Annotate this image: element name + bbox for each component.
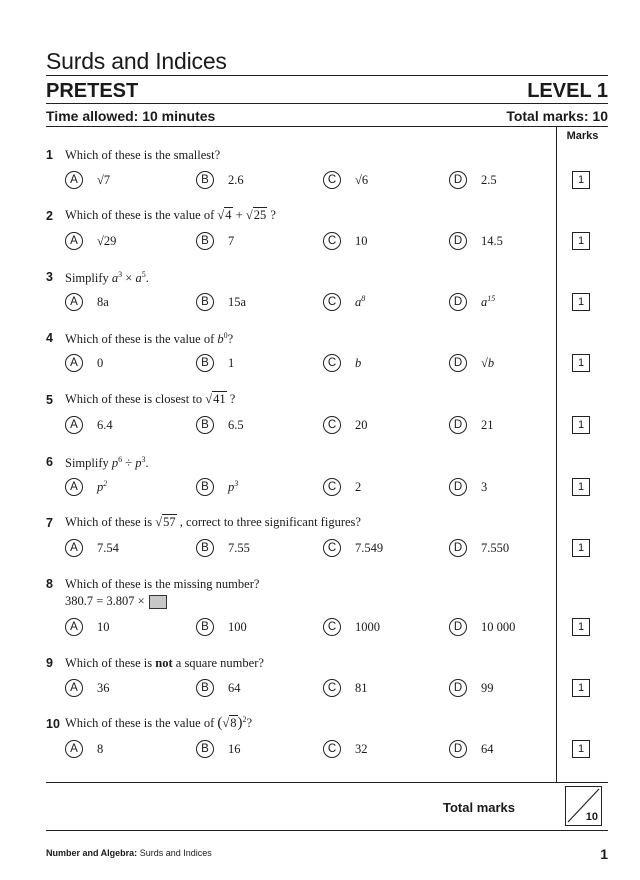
option-d[interactable] (449, 679, 494, 697)
option-value: 2.6 (228, 172, 244, 187)
total-marks-label: Total marks: 10 (506, 108, 608, 124)
option-value: 10 (97, 619, 110, 634)
option-bubble[interactable]: B (196, 539, 214, 557)
question-area-top-rule (46, 126, 608, 127)
option-bubble[interactable]: C (323, 478, 341, 496)
option-d[interactable] (449, 171, 497, 189)
option-b[interactable] (196, 478, 238, 496)
marks-heading: Marks (566, 130, 599, 142)
option-bubble[interactable]: B (196, 478, 214, 496)
option-c[interactable] (323, 232, 368, 250)
option-value: 21 (481, 417, 494, 432)
option-value: $p^2$ (97, 478, 108, 495)
option-value: 20 (355, 417, 368, 432)
option-bubble[interactable]: C (323, 232, 341, 250)
equation: 380.7 = 3.807 × (65, 594, 167, 609)
option-bubble[interactable]: A (65, 539, 83, 557)
mark-box: 1 (572, 618, 590, 636)
option-c[interactable] (323, 416, 368, 434)
option-bubble[interactable]: D (449, 740, 467, 758)
option-bubble[interactable]: D (449, 171, 467, 189)
mark-box: 1 (572, 679, 590, 697)
question-number: 5 (46, 393, 53, 407)
option-bubble[interactable]: D (449, 618, 467, 636)
option-value: 7.550 (481, 540, 510, 555)
option-bubble[interactable]: A (65, 740, 83, 758)
option-value: 3 (481, 479, 488, 494)
option-bubble[interactable]: B (196, 679, 214, 697)
option-bubble[interactable]: D (449, 293, 467, 311)
option-value: $a^8$ (355, 293, 366, 310)
missing-number-box[interactable] (149, 595, 167, 609)
option-bubble[interactable]: A (65, 171, 83, 189)
option-bubble[interactable]: A (65, 354, 83, 372)
option-value: 16 (228, 741, 241, 756)
option-value: 36 (97, 680, 110, 695)
option-bubble[interactable]: B (196, 232, 214, 250)
question-text: Which of these is closest to √41 ? (65, 392, 236, 406)
option-value: 8a (97, 294, 109, 309)
option-bubble[interactable]: B (196, 293, 214, 311)
option-value: 1 (228, 355, 235, 370)
option-value: 99 (481, 680, 494, 695)
header-rule (46, 75, 608, 76)
option-value: 6.4 (97, 417, 113, 432)
mark-box: 1 (572, 232, 590, 250)
option-d[interactable] (449, 232, 503, 250)
question-number: 6 (46, 455, 53, 469)
option-bubble[interactable]: B (196, 416, 214, 434)
question-text: Which of these is not a square number? (65, 656, 264, 670)
option-bubble[interactable]: B (196, 354, 214, 372)
option-d[interactable] (449, 354, 494, 372)
option-value: √7 (97, 172, 111, 187)
mark-box: 1 (572, 539, 590, 557)
mark-box: 1 (572, 478, 590, 496)
option-bubble[interactable]: C (323, 539, 341, 557)
option-value: 64 (481, 741, 494, 756)
option-value: 7.549 (355, 540, 384, 555)
option-a[interactable] (65, 354, 103, 372)
option-value: 81 (355, 680, 368, 695)
option-a[interactable] (65, 232, 116, 250)
option-d[interactable] (449, 539, 509, 557)
option-a[interactable] (65, 293, 109, 311)
option-bubble[interactable]: B (196, 171, 214, 189)
option-bubble[interactable]: D (449, 232, 467, 250)
total-marks-box[interactable] (565, 786, 602, 826)
total-marks-max: 10 (585, 811, 598, 823)
option-value: 10 (355, 233, 368, 248)
option-bubble[interactable]: C (323, 354, 341, 372)
question-number: 10 (46, 717, 60, 731)
option-value: 7.54 (97, 540, 119, 555)
mark-box: 1 (572, 354, 590, 372)
question-number: 1 (46, 148, 53, 162)
title-rule (46, 103, 608, 104)
question-text: Which of these is the smallest? (65, 148, 221, 162)
question-number: 7 (46, 516, 53, 530)
option-value: 10 000 (481, 619, 516, 634)
option-c[interactable] (323, 539, 383, 557)
option-b[interactable] (196, 232, 234, 250)
option-bubble[interactable]: A (65, 679, 83, 697)
option-c[interactable] (323, 679, 368, 697)
mark-box: 1 (572, 171, 590, 189)
footer-rule (46, 830, 608, 831)
option-a[interactable] (65, 679, 110, 697)
option-bubble[interactable]: C (323, 416, 341, 434)
option-bubble[interactable]: C (323, 740, 341, 758)
option-value: 0 (97, 355, 104, 370)
option-a[interactable] (65, 740, 103, 758)
question-number: 2 (46, 209, 53, 223)
option-value: 6.5 (228, 417, 244, 432)
question-text: Which of these is the value of $(√8)^2$? (65, 715, 253, 732)
question-text: Which of these is √57 , correct to three significant figures? (65, 515, 361, 529)
option-bubble[interactable]: A (65, 618, 83, 636)
option-value: 1000 (355, 619, 380, 634)
option-bubble[interactable]: D (449, 539, 467, 557)
option-bubble[interactable]: C (323, 293, 341, 311)
option-value: 32 (355, 741, 368, 756)
option-c[interactable] (323, 478, 361, 496)
option-bubble[interactable]: B (196, 618, 214, 636)
page-number: 1 (600, 846, 608, 862)
option-bubble[interactable]: A (65, 478, 83, 496)
footer-topic: Number and Algebra: Surds and Indices (46, 848, 212, 858)
option-c[interactable] (323, 740, 368, 758)
option-b[interactable] (196, 416, 244, 434)
option-bubble[interactable]: C (323, 618, 341, 636)
option-bubble[interactable]: B (196, 740, 214, 758)
option-a[interactable] (65, 171, 110, 189)
question-text: Simplify $a^3 \times a^5$. (65, 270, 149, 286)
option-value: 14.5 (481, 233, 503, 248)
option-value: 2.5 (481, 172, 497, 187)
option-c[interactable] (323, 171, 368, 189)
option-bubble[interactable]: C (323, 679, 341, 697)
option-b[interactable] (196, 293, 246, 311)
option-a[interactable] (65, 618, 110, 636)
questions-bottom-rule (46, 782, 608, 783)
option-b[interactable] (196, 679, 241, 697)
option-d[interactable] (449, 293, 495, 311)
option-bubble[interactable]: D (449, 478, 467, 496)
option-b[interactable] (196, 740, 241, 758)
page-title: PRETEST (46, 80, 139, 102)
option-bubble[interactable]: A (65, 416, 83, 434)
option-bubble[interactable]: D (449, 354, 467, 372)
option-value: 64 (228, 680, 241, 695)
option-value: 15a (228, 294, 247, 309)
option-c[interactable] (323, 354, 361, 372)
option-b[interactable] (196, 171, 244, 189)
option-a[interactable] (65, 478, 107, 496)
question-text: Which of these is the missing number? (65, 577, 260, 591)
option-d[interactable] (449, 478, 487, 496)
option-value: b (355, 355, 362, 370)
option-bubble[interactable]: A (65, 232, 83, 250)
option-value: √b (481, 355, 495, 370)
level-label: LEVEL 1 (527, 80, 608, 102)
option-b[interactable] (196, 539, 250, 557)
question-number: 4 (46, 331, 53, 345)
option-value: 7.55 (228, 540, 250, 555)
option-bubble[interactable]: D (449, 679, 467, 697)
option-d[interactable] (449, 618, 515, 636)
question-number: 8 (46, 577, 53, 591)
option-bubble[interactable]: D (449, 416, 467, 434)
option-bubble[interactable]: A (65, 293, 83, 311)
question-text: Which of these is the value of $b^0$? (65, 331, 234, 347)
option-a[interactable] (65, 416, 113, 434)
option-value: √29 (97, 233, 117, 248)
question-text: Simplify $p^6 \div p^3$. (65, 455, 149, 471)
mark-box: 1 (572, 416, 590, 434)
option-bubble[interactable]: C (323, 171, 341, 189)
option-value: 100 (228, 619, 247, 634)
option-value: $p^3$ (228, 478, 239, 495)
question-number: 9 (46, 656, 53, 670)
marks-column-divider (556, 126, 557, 782)
option-value: 8 (97, 741, 104, 756)
option-c[interactable] (323, 293, 365, 311)
option-value: √6 (355, 172, 369, 187)
option-c[interactable] (323, 618, 380, 636)
time-allowed: Time allowed: 10 minutes (46, 108, 216, 124)
option-d[interactable] (449, 416, 494, 434)
question-number: 3 (46, 270, 53, 284)
option-b[interactable] (196, 354, 234, 372)
mark-box: 1 (572, 740, 590, 758)
option-value: $a^{15}$ (481, 293, 496, 310)
option-b[interactable] (196, 618, 247, 636)
option-value: 2 (355, 479, 362, 494)
total-marks-heading: Total marks (443, 800, 516, 815)
option-value: 7 (228, 233, 235, 248)
question-text: Which of these is the value of √4 + √25 ? (65, 208, 276, 222)
mark-box: 1 (572, 293, 590, 311)
subject-heading: Surds and Indices (46, 48, 227, 74)
option-d[interactable] (449, 740, 494, 758)
option-a[interactable] (65, 539, 119, 557)
